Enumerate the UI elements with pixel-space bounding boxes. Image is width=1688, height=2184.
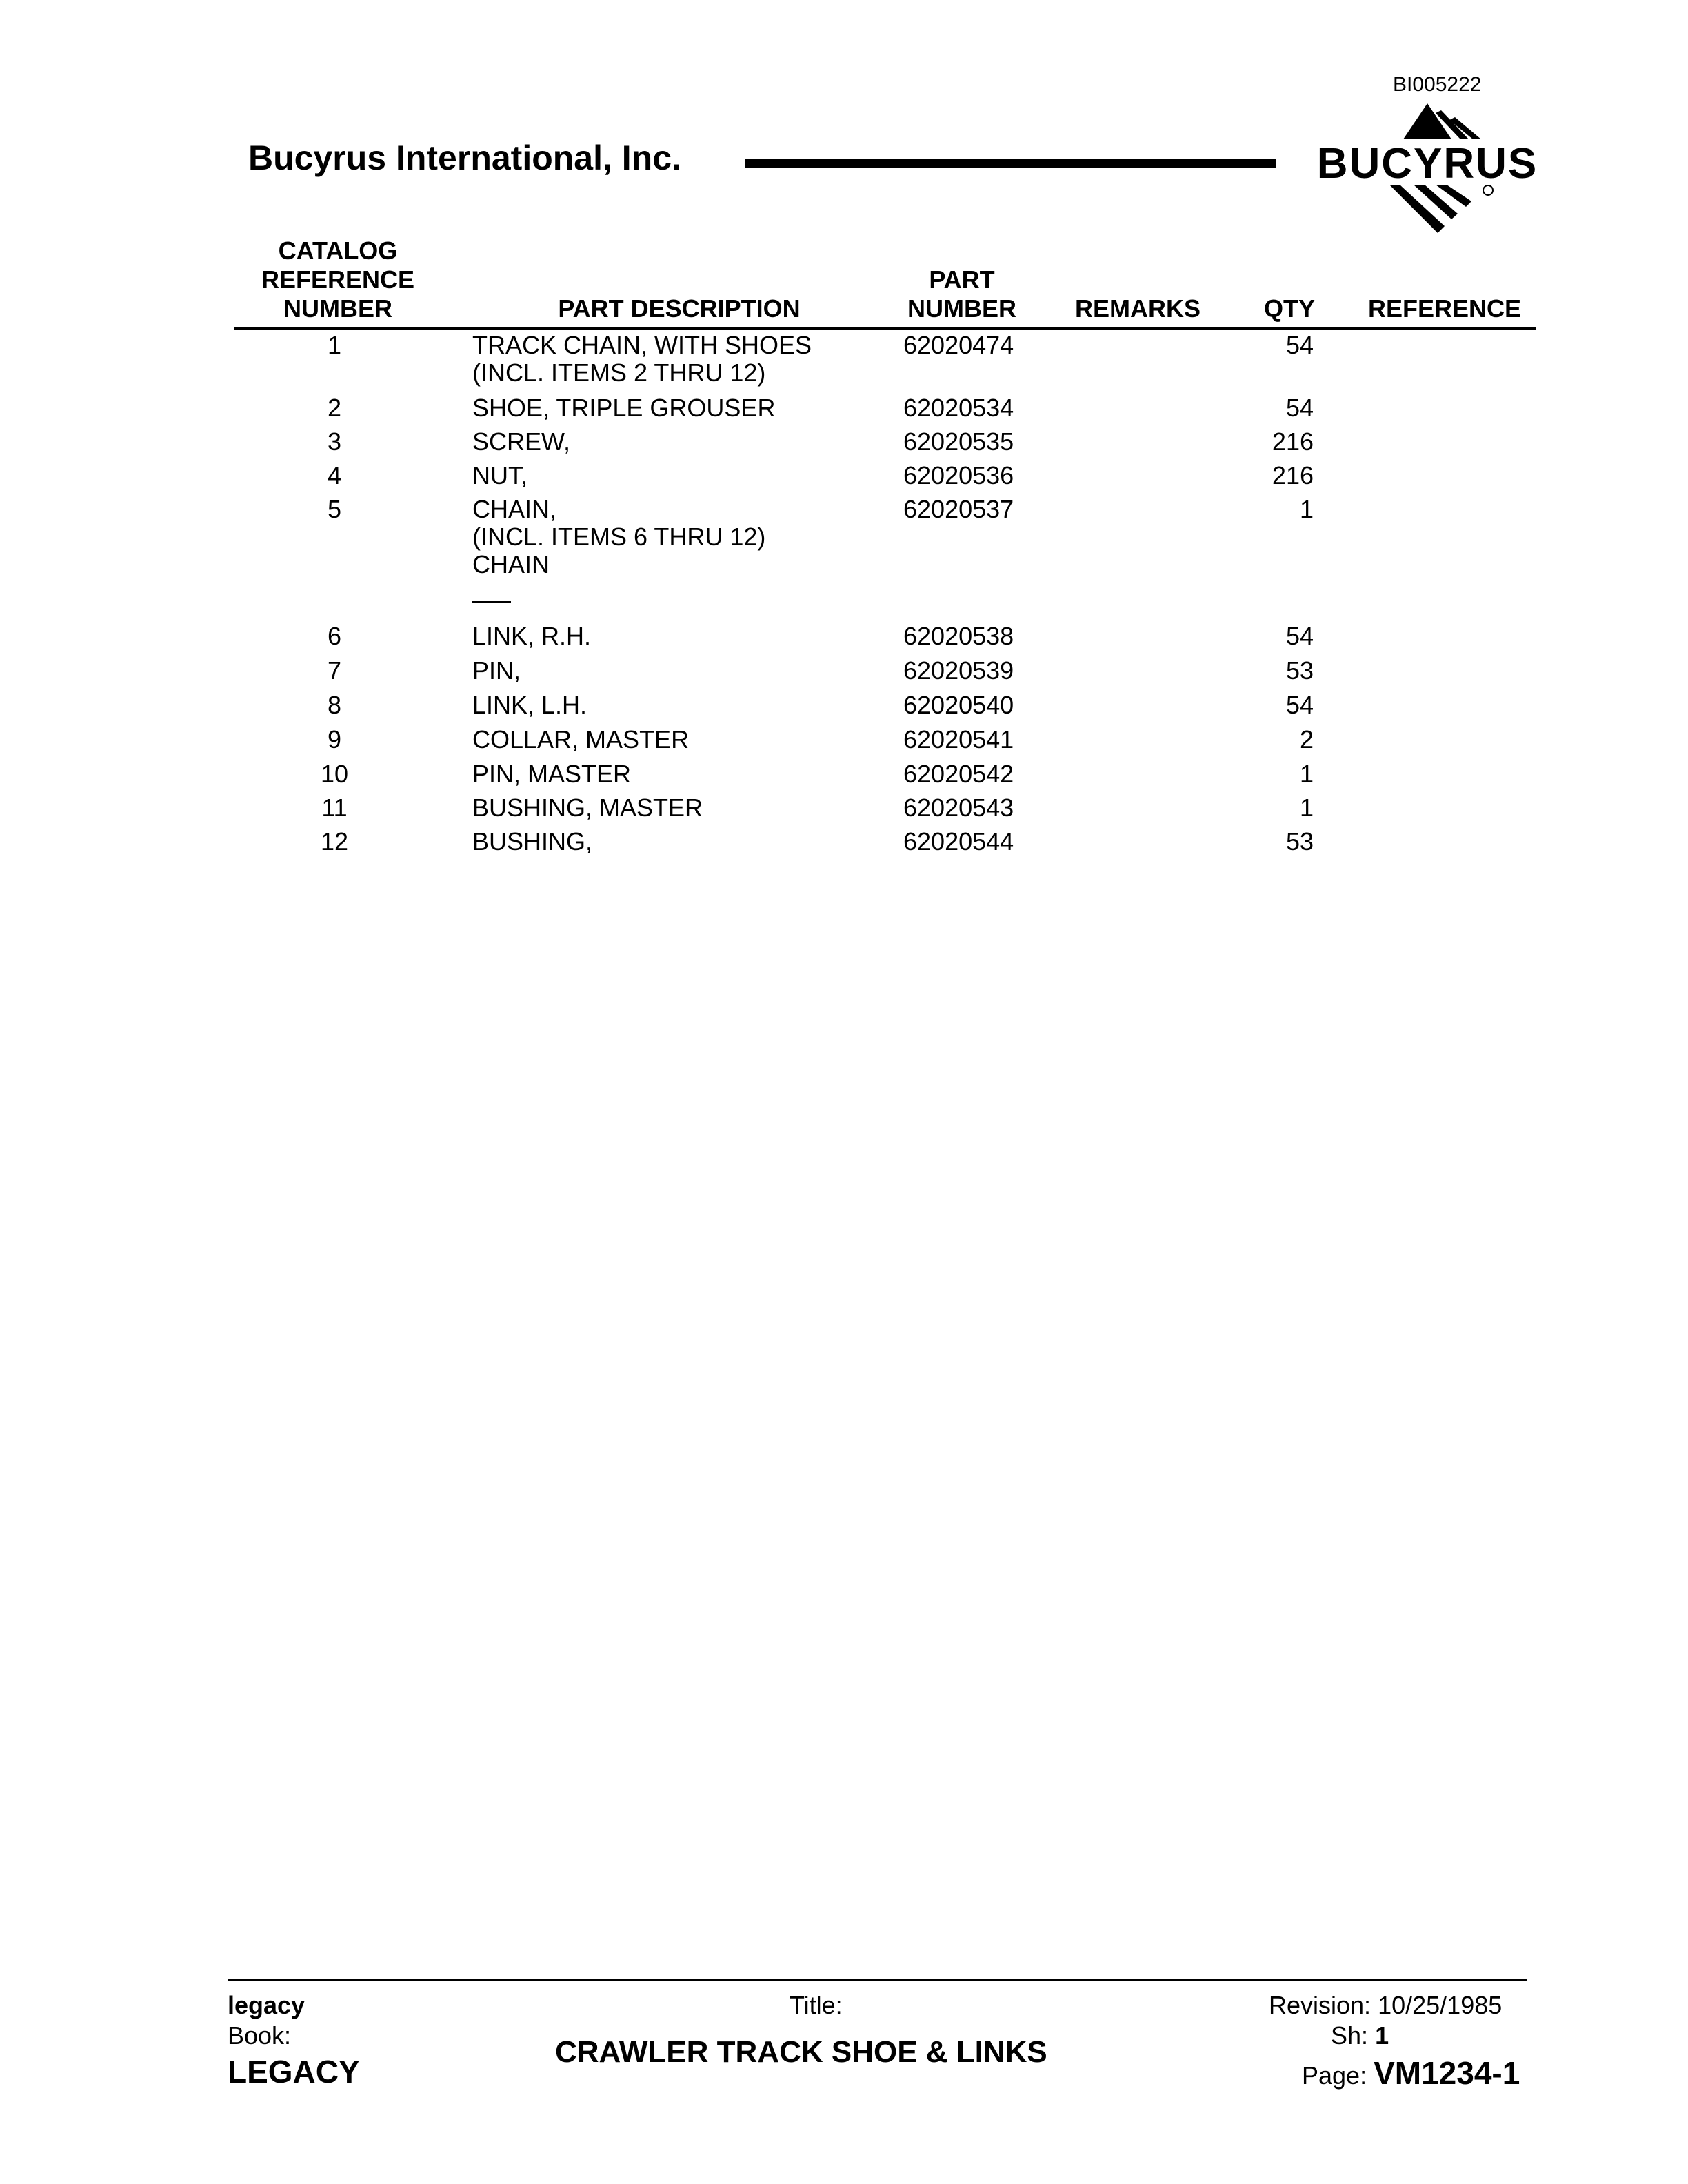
row-qty: 2 bbox=[1299, 725, 1314, 754]
row-description: PIN, MASTER bbox=[472, 760, 632, 788]
row-description: BUSHING, bbox=[472, 827, 593, 856]
row-qty: 53 bbox=[1285, 656, 1314, 685]
row-part-number: 62020540 bbox=[903, 691, 1014, 719]
row-ref: 5 bbox=[327, 495, 342, 523]
row-ref: 11 bbox=[321, 793, 348, 822]
row-part-number: 62020536 bbox=[903, 461, 1014, 489]
row-part-number: 62020535 bbox=[903, 427, 1014, 456]
row-ref: 8 bbox=[327, 691, 342, 719]
header-divider bbox=[234, 327, 1536, 330]
column-header-part-number bbox=[890, 265, 1034, 323]
row-qty: 54 bbox=[1285, 394, 1314, 422]
row-description: COLLAR, MASTER bbox=[472, 725, 690, 754]
revision-value: 10/25/1985 bbox=[1378, 1991, 1503, 2019]
title-label: Title: bbox=[790, 1991, 843, 2019]
header-line: PART bbox=[929, 265, 995, 294]
row-part-number: 62020534 bbox=[903, 394, 1014, 422]
row-description: SHOE, TRIPLE GROUSER bbox=[472, 394, 776, 422]
sheet-row bbox=[1331, 2021, 1389, 2050]
row-qty: 53 bbox=[1285, 827, 1314, 856]
row-qty: 54 bbox=[1285, 331, 1314, 359]
row-description: LINK, L.H. bbox=[472, 691, 587, 719]
description-line: TRACK CHAIN, WITH SHOES bbox=[472, 331, 812, 359]
row-ref: 7 bbox=[327, 656, 342, 685]
row-qty: 1 bbox=[1299, 793, 1314, 822]
row-description: NUT, bbox=[472, 461, 528, 489]
sheet-label: Sh: bbox=[1331, 2021, 1369, 2050]
row-description: BUSHING, MASTER bbox=[472, 793, 703, 822]
row-qty: 216 bbox=[1272, 461, 1314, 489]
row-part-number: 62020539 bbox=[903, 656, 1014, 685]
row-ref: 10 bbox=[320, 760, 349, 788]
revision-label: Revision: bbox=[1269, 1991, 1372, 2019]
document-id: BI005222 bbox=[1393, 73, 1482, 96]
footer-divider bbox=[228, 1979, 1527, 1981]
row-description: PIN, bbox=[472, 656, 521, 685]
row-qty: 216 bbox=[1272, 427, 1314, 456]
header-line: NUMBER bbox=[283, 294, 392, 323]
page-value: VM1234-1 bbox=[1374, 2055, 1520, 2091]
row-ref: 2 bbox=[327, 394, 342, 422]
row-ref: 12 bbox=[320, 827, 349, 856]
row-description: SCREW, bbox=[472, 427, 571, 456]
sheet-value: 1 bbox=[1375, 2021, 1389, 2050]
bucyrus-logo bbox=[1303, 103, 1551, 248]
row-description: LINK, R.H. bbox=[472, 622, 592, 650]
row-ref: 1 bbox=[327, 331, 342, 359]
row-ref: 6 bbox=[327, 622, 342, 650]
page-row bbox=[1302, 2054, 1520, 2092]
column-header-description: PART DESCRIPTION bbox=[558, 294, 801, 323]
row-qty: 1 bbox=[1299, 760, 1314, 788]
company-name: Bucyrus International, Inc. bbox=[248, 139, 681, 177]
description-line: CHAIN, bbox=[472, 495, 557, 523]
row-ref: 9 bbox=[327, 725, 342, 754]
description-line: (INCL. ITEMS 6 THRU 12) bbox=[472, 523, 766, 551]
revision-row bbox=[1269, 1991, 1502, 2020]
column-header-qty: QTY bbox=[1263, 294, 1315, 323]
row-part-number: 62020538 bbox=[903, 622, 1014, 650]
row-ref: 3 bbox=[327, 427, 342, 456]
row-description bbox=[472, 496, 765, 578]
row-qty: 1 bbox=[1299, 495, 1314, 523]
row-part-number: 62020543 bbox=[903, 793, 1014, 822]
legacy-label: legacy bbox=[228, 1991, 305, 2019]
header-line: NUMBER bbox=[907, 294, 1016, 323]
description-line: CHAIN bbox=[472, 550, 550, 578]
book-label: Book: bbox=[228, 2021, 292, 2050]
description-line: (INCL. ITEMS 2 THRU 12) bbox=[472, 358, 766, 387]
column-header-catalog-ref bbox=[234, 236, 441, 323]
document-title: CRAWLER TRACK SHOE & LINKS bbox=[555, 2035, 1047, 2069]
row-qty: 54 bbox=[1285, 622, 1314, 650]
row-part-number: 62020541 bbox=[903, 725, 1014, 754]
column-header-remarks: REMARKS bbox=[1074, 294, 1200, 323]
row-part-number: 62020537 bbox=[903, 495, 1014, 523]
column-header-reference: REFERENCE bbox=[1367, 294, 1522, 323]
description-dash bbox=[472, 601, 511, 603]
row-part-number: 62020544 bbox=[903, 827, 1014, 856]
row-qty: 54 bbox=[1285, 691, 1314, 719]
page-label: Page: bbox=[1302, 2061, 1367, 2090]
logo-wordmark: BUCYRUS bbox=[1316, 140, 1538, 188]
row-part-number: 62020474 bbox=[903, 331, 1014, 359]
header-line: CATALOG bbox=[278, 236, 398, 265]
row-description bbox=[472, 332, 812, 387]
header-line: REFERENCE bbox=[261, 265, 415, 294]
row-ref: 4 bbox=[327, 461, 342, 489]
header-rule bbox=[745, 159, 1276, 168]
row-part-number: 62020542 bbox=[903, 760, 1014, 788]
book-value: LEGACY bbox=[228, 2054, 360, 2090]
